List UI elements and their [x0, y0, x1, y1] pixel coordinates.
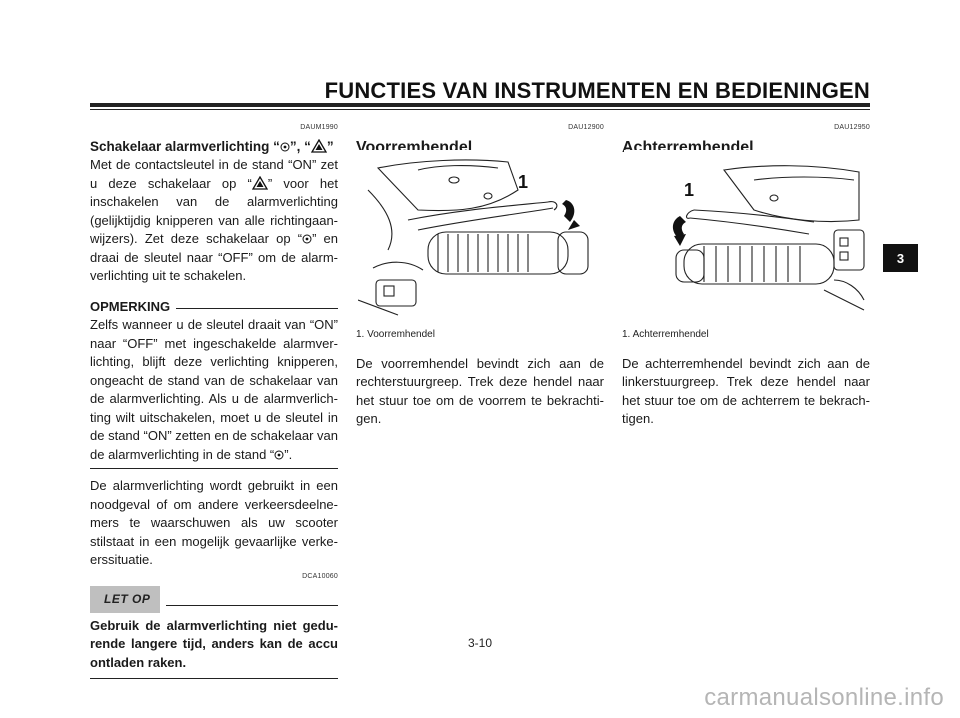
note-text: Zelfs wanneer u de sleutel draait van “ON” naar “OFF” met ingeschakelde alarmver-lichting, blijft deze verlichting knipperen, ongeacht de stand van de schakelaar van de alarmverlichting. Als u de alarmverlich-ting wilt uitschakelen, moet u de sleutel in de stand “ON” zetten en de schakelaar van de alarmverlichting in de stand “ ”.: [90, 317, 338, 462]
paragraph-intro: Met de contactsleutel in de stand “ON” zet u deze schakelaar op “ ” voor het inschakelen van de alarmverlichting (gelijktijdig knipperen van alle richtingaan-wijzers). Zet deze schakelaar op “ ” en draai de sleutel naar “OFF” om de alarm-verlichting uit te schakelen.: [90, 157, 339, 283]
section-body: De achterremhendel bevindt zich aan de linkerstuurgreep. Trek deze hendel naar het stuur toe om de achterrem te bekrach-tigen.: [622, 355, 870, 426]
page-title: FUNCTIES VAN INSTRUMENTEN EN BEDIENINGEN: [324, 78, 870, 103]
circle-dot-icon: [280, 142, 290, 152]
paragraph-usage: De alarmverlichting wordt gebruikt in een noodgeval of om andere verkeersdeelne-mers te waarschuwen als uw scooter stilstaat in een mogelijk gevaarlijke verke-erssituatie.: [90, 478, 338, 567]
section-title: Achterremhendel: [622, 138, 754, 156]
watermark: carmanualsonline.info: [704, 684, 944, 711]
circle-dot-icon: [302, 234, 312, 244]
circle-dot-icon: [274, 450, 284, 460]
caution-badge: LET OP: [90, 586, 160, 613]
page-number: 3-10: [467, 636, 493, 650]
section-code: DAU12950: [834, 124, 870, 131]
section-title: Voorremhendel: [356, 138, 473, 156]
middle-text: [356, 326, 604, 429]
header-rule-thin: [90, 109, 870, 110]
hazard-triangle-icon: [252, 176, 268, 190]
section-body: De voorremhendel bevindt zich aan de rechterstuurgreep. Trek deze hendel naar het stuur toe om de voorrem te bekrachti-gen.: [356, 355, 604, 426]
callout-number: 1: [518, 172, 529, 192]
header-rule: [90, 103, 870, 107]
callout-number: 1: [684, 180, 695, 200]
note-end-rule: [90, 468, 338, 469]
caution-text: Gebruik de alarmverlichting niet gedu-rende langere tijd, anders kan de accu ontladen raken.: [90, 617, 338, 670]
section-code: DAU12900: [568, 124, 604, 131]
caution-heading: [90, 586, 338, 613]
note-heading: OPMERKING: [90, 298, 338, 317]
front-brake-lever-illustration: [358, 150, 604, 320]
chapter-tab: 3: [883, 244, 918, 272]
section-heading: Schakelaar alarmverlichting “ ”, “ ”: [90, 138, 334, 154]
section-code: DAUM1990: [300, 124, 338, 131]
caution-code: DCA10060: [302, 572, 338, 580]
right-text: [622, 326, 870, 429]
rear-brake-lever-illustration: [624, 150, 870, 320]
hazard-triangle-icon: [311, 139, 327, 153]
caution-end-rule: [90, 678, 338, 679]
figure-caption: 1. Voorremhendel: [356, 329, 435, 340]
left-column: [90, 119, 338, 679]
figure-caption: 1. Achterremhendel: [622, 329, 709, 340]
